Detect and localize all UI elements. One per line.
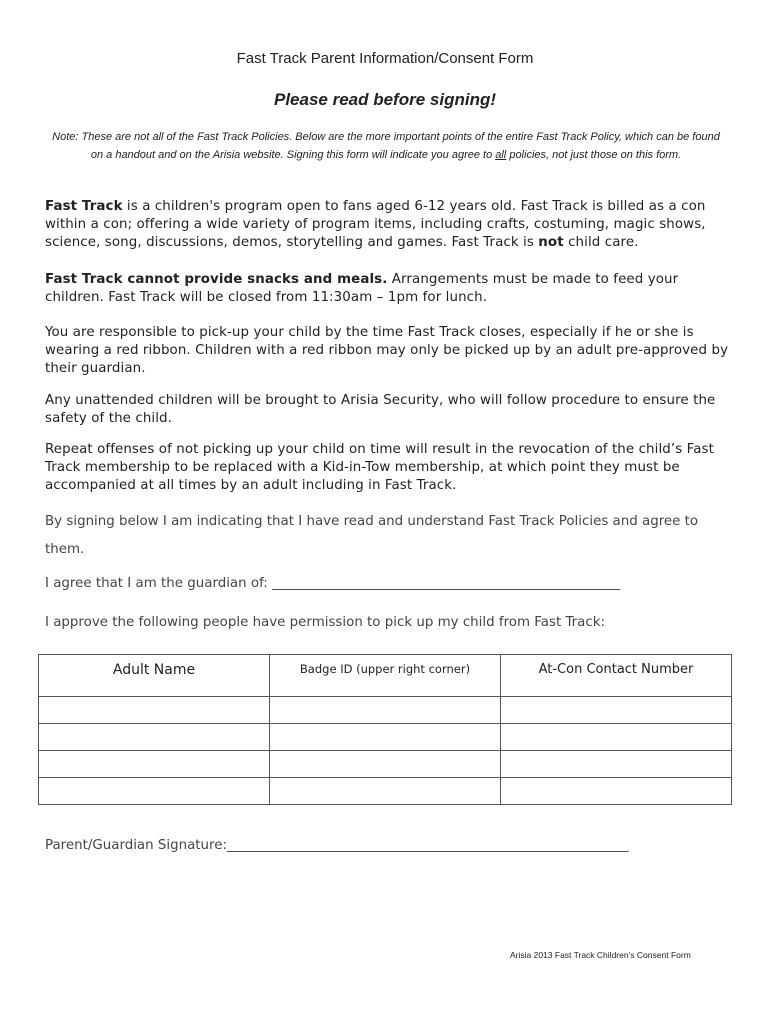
approved-adults-table [38, 654, 732, 805]
table-row [39, 751, 732, 778]
program-description-text: is a children's program open to fans aged 6-12 years old. Fast Track is billed as a con within a con; offering a wide variety of program items, including crafts, costuming, magic shows, science, song, discussions, demos, storytelling and games. Fast Track is [45, 199, 706, 250]
agreement-statement: By signing below I am indicating that I have read and understand Fast Track Policies and agree to them. [45, 514, 699, 557]
table-row [39, 697, 732, 724]
approval-statement: I approve the following people have permission to pick up my child from Fast Track: [45, 615, 605, 630]
header-badge-id: Badge ID (upper right corner) [270, 655, 501, 697]
signature-field[interactable]: Parent/Guardian Signature:____________________________________________________________ [45, 838, 629, 853]
contact-number-cell[interactable] [501, 697, 732, 724]
page-footer: Arisia 2013 Fast Track Children’s Consent Form [510, 950, 691, 960]
badge-id-cell[interactable] [270, 778, 501, 805]
repeat-offense-policy: Repeat offenses of not picking up your child on time will result in the revocation of the child’s Fast Track membership to be replaced with a Kid-in-Tow membership, at which point they must be accompanied at all times by an adult including in Fast Track. [45, 442, 714, 493]
contact-number-cell[interactable] [501, 724, 732, 751]
note-text-2: policies, not just those on this form. [506, 148, 682, 161]
form-subtitle: Please read before signing! [273, 90, 496, 109]
program-name: Fast Track [45, 199, 123, 214]
badge-id-cell[interactable] [270, 697, 501, 724]
adult-name-cell[interactable] [39, 697, 270, 724]
note-text-1: Note: These are not all of the Fast Track Policies. Below are the more important points of the entire Fast Track Policy, which can be found on a handout and on the Arisia website. Signing this form will indicate you agree to [52, 131, 720, 161]
program-description [45, 198, 735, 252]
not-emphasis: not [538, 235, 564, 250]
contact-number-cell[interactable] [501, 751, 732, 778]
form-title: Fast Track Parent Information/Consent Form [236, 50, 534, 67]
table-header-row [39, 655, 732, 697]
header-adult-name: Adult Name [39, 655, 270, 697]
badge-id-cell[interactable] [270, 724, 501, 751]
table-row [39, 778, 732, 805]
table-row [39, 724, 732, 751]
guardian-field[interactable]: I agree that I am the guardian of: ____________________________________________________ [45, 576, 621, 591]
unattended-policy: Any unattended children will be brought to Arisia Security, who will follow procedure to ensure the safety of the child. [45, 393, 716, 426]
contact-number-cell[interactable] [501, 778, 732, 805]
meals-policy [45, 271, 735, 307]
program-description-end: child care. [563, 235, 639, 250]
header-contact-number: At-Con Contact Number [501, 655, 732, 697]
adult-name-cell[interactable] [39, 724, 270, 751]
note-underlined: all [495, 148, 507, 161]
policy-note [46, 129, 726, 164]
pickup-policy: You are responsible to pick-up your child by the time Fast Track closes, especially if he or she is wearing a red ribbon. Children with a red ribbon may only be picked up by an adult pre-approved by their guardian. [45, 325, 729, 376]
adult-name-cell[interactable] [39, 778, 270, 805]
meals-policy-heading: Fast Track cannot provide snacks and meals. [45, 272, 388, 287]
badge-id-cell[interactable] [270, 751, 501, 778]
adult-name-cell[interactable] [39, 751, 270, 778]
meals-policy-text: Arrangements must be made to feed your children. Fast Track will be closed from 11:30am – 1pm for lunch. [45, 272, 679, 305]
